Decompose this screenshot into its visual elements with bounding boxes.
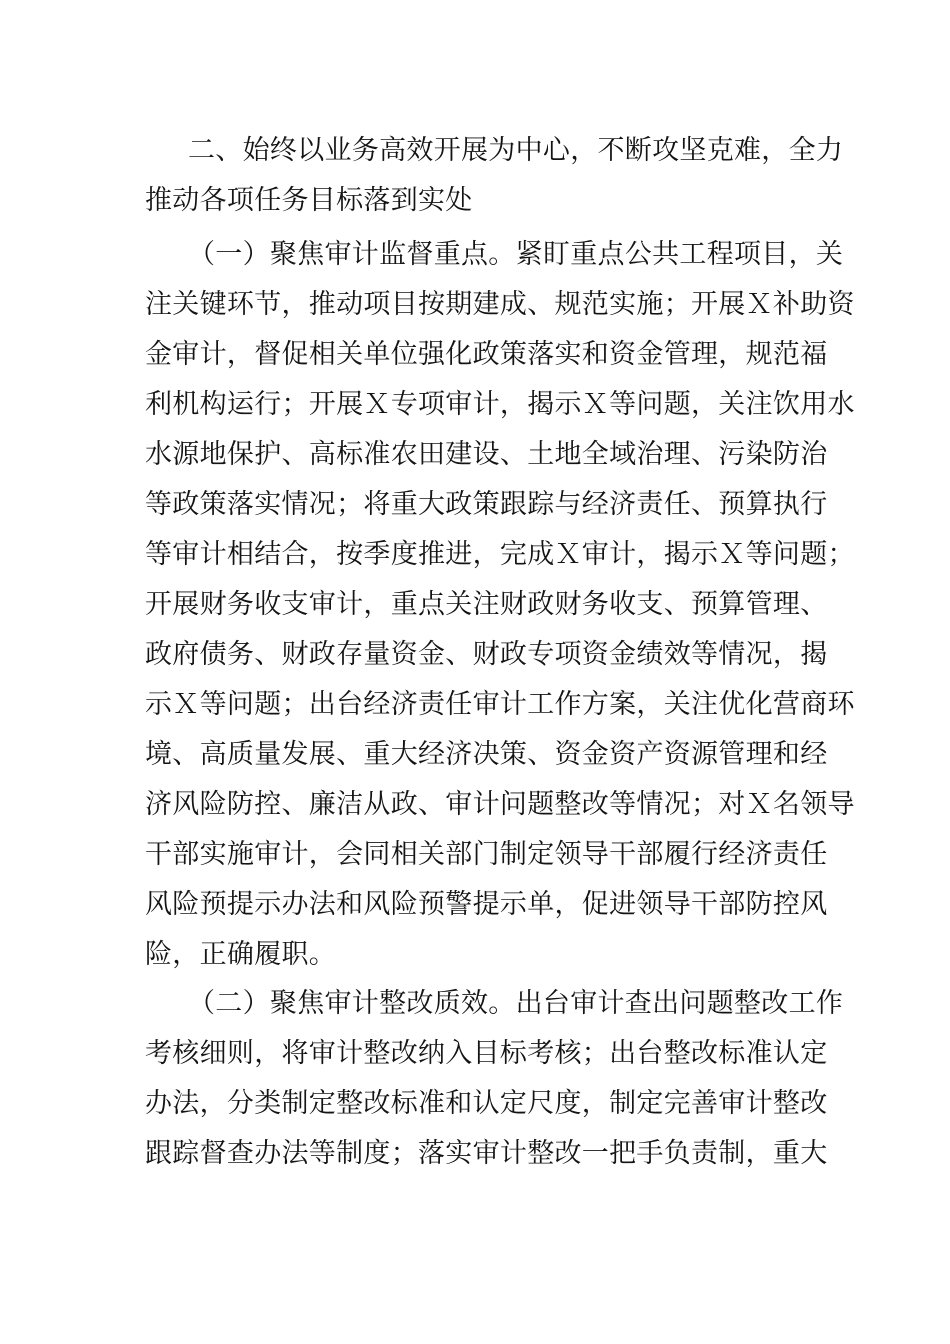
paragraph-line: 境、高质量发展、重大经济决策、资金资产资源管理和经 [145, 739, 828, 770]
paragraph-line: 干部实施审计，会同相关部门制定领导干部履行经济责任 [145, 839, 828, 870]
paragraph-line: 水源地保护、高标准农田建设、土地全域治理、污染防治 [145, 439, 828, 470]
section-heading-line: 二、始终以业务高效开展为中心，不断攻坚克难，全力 [188, 135, 844, 166]
paragraph-line: （二）聚焦审计整改质效。出台审计查出问题整改工作 [188, 988, 844, 1019]
paragraph-line: 险，正确履职。 [145, 939, 337, 970]
paragraph-line: 金审计，督促相关单位强化政策落实和资金管理，规范福 [145, 339, 828, 370]
paragraph-line: 注关键环节，推动项目按期建成、规范实施；开展Ｘ补助资 [145, 289, 855, 320]
paragraph-line: 政府债务、财政存量资金、财政专项资金绩效等情况，揭 [145, 639, 828, 670]
paragraph-line: 考核细则，将审计整改纳入目标考核；出台整改标准认定 [145, 1038, 828, 1069]
paragraph-line: 等审计相结合，按季度推进，完成Ｘ审计，揭示Ｘ等问题； [145, 539, 855, 570]
section-heading-line: 推动各项任务目标落到实处 [145, 185, 473, 216]
paragraph-line: 办法，分类制定整改标准和认定尺度，制定完善审计整改 [145, 1088, 828, 1119]
paragraph-line: 风险预提示办法和风险预警提示单，促进领导干部防控风 [145, 889, 828, 920]
paragraph-line: 示Ｘ等问题；出台经济责任审计工作方案，关注优化营商环 [145, 689, 855, 720]
paragraph-line: 等政策落实情况；将重大政策跟踪与经济责任、预算执行 [145, 489, 828, 520]
paragraph-line: （一）聚焦审计监督重点。紧盯重点公共工程项目，关 [188, 239, 844, 270]
paragraph-line: 跟踪督查办法等制度；落实审计整改一把手负责制，重大 [145, 1138, 828, 1169]
paragraph-line: 利机构运行；开展Ｘ专项审计，揭示Ｘ等问题，关注饮用水 [145, 389, 855, 420]
paragraph-line: 济风险防控、廉洁从政、审计问题整改等情况；对Ｘ名领导 [145, 789, 855, 820]
paragraph-line: 开展财务收支审计，重点关注财政财务收支、预算管理、 [145, 589, 828, 620]
